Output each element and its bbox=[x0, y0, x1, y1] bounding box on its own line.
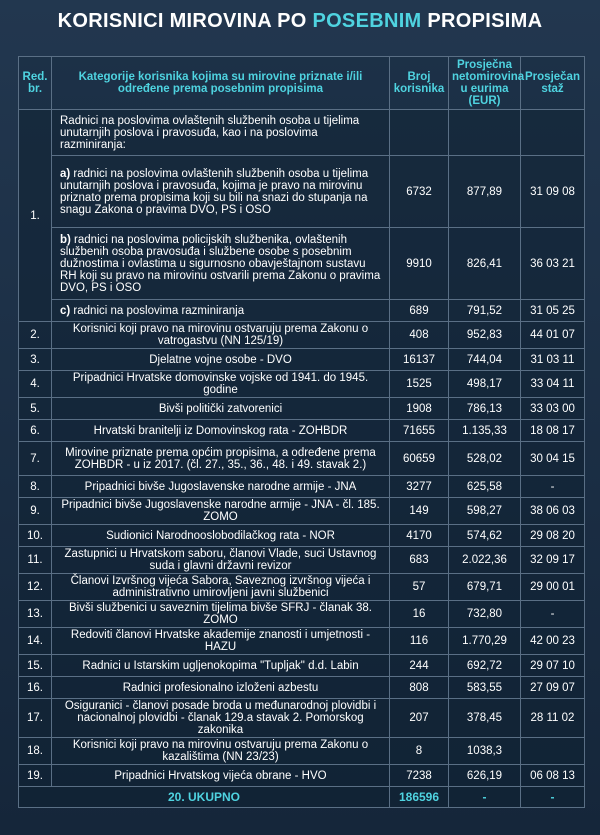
row-service bbox=[521, 738, 585, 765]
page-title bbox=[0, 10, 600, 33]
row-desc: Radnici u Istarskim ugljenokopima "Tupljak" d.d. Labin bbox=[52, 655, 390, 677]
row-pension: 791,52 bbox=[449, 300, 521, 322]
table-row bbox=[19, 349, 585, 371]
row-count: 60659 bbox=[390, 442, 449, 476]
title-part1: KORISNICI MIROVINA PO bbox=[57, 10, 313, 32]
row-count: 16 bbox=[390, 601, 449, 628]
row-no: 14. bbox=[19, 628, 52, 655]
row-pension: 2.022,36 bbox=[449, 547, 521, 574]
row-no: 17. bbox=[19, 699, 52, 738]
row-desc: Članovi Izvršnog vijeća Sabora, Saveznog izvršnog vijeća i administrativno umirovljeni javni službenici bbox=[52, 574, 390, 601]
row-desc: Korisnici koji pravo na mirovinu ostvaruju prema Zakonu o vatrogastvu (NN 125/19) bbox=[52, 322, 390, 349]
row-pension: 528,02 bbox=[449, 442, 521, 476]
row-desc: Sudionici Narodnooslobodilačkog rata - NOR bbox=[52, 525, 390, 547]
table-row bbox=[19, 442, 585, 476]
header-category: Kategorije korisnika kojima su mirovine priznate i/ili određene prema posebnim propisima bbox=[52, 57, 390, 110]
row-count: 149 bbox=[390, 498, 449, 525]
row-pension: 1.135,33 bbox=[449, 420, 521, 442]
row-service: 30 04 15 bbox=[521, 442, 585, 476]
row-count: 8 bbox=[390, 738, 449, 765]
table-row bbox=[19, 398, 585, 420]
table-row bbox=[19, 547, 585, 574]
row-desc: Radnici profesionalno izloženi azbestu bbox=[52, 677, 390, 699]
row-desc: Pripadnici bivše Jugoslavenske narodne armije - JNA bbox=[52, 476, 390, 498]
row-count: 4170 bbox=[390, 525, 449, 547]
header-avg-pension: Prosječna netomirovina u eurima (EUR) bbox=[449, 57, 521, 110]
row-desc: Korisnici koji pravo na mirovinu ostvaruju prema Zakonu o kazalištima (NN 23/23) bbox=[52, 738, 390, 765]
row-pension: 952,83 bbox=[449, 322, 521, 349]
row-service: 29 08 20 bbox=[521, 525, 585, 547]
row-pension: 498,17 bbox=[449, 371, 521, 398]
total-label: 20. UKUPNO bbox=[19, 787, 390, 808]
row-no: 8. bbox=[19, 476, 52, 498]
row-count: 683 bbox=[390, 547, 449, 574]
row-desc: Pripadnici Hrvatskog vijeća obrane - HVO bbox=[52, 765, 390, 787]
row-no: 10. bbox=[19, 525, 52, 547]
row-desc: b) radnici na poslovima policijskih službenika, ovlaštenih službenih osoba pravosuđa i službene osobe s posebnim dužnostima i ovlastima u sigurnosno obavještajnom sustavu RH koji su pravo na mirovinu ostvarili prema Zakonu o pravima DVO, PS i OSO bbox=[52, 228, 390, 300]
row-count: 689 bbox=[390, 300, 449, 322]
row-no: 6. bbox=[19, 420, 52, 442]
row-pension: 598,27 bbox=[449, 498, 521, 525]
row-desc: Hrvatski branitelji iz Domovinskog rata - ZOHBDR bbox=[52, 420, 390, 442]
row-service: 31 05 25 bbox=[521, 300, 585, 322]
table-row bbox=[19, 525, 585, 547]
row-count: 6732 bbox=[390, 156, 449, 228]
table-row bbox=[19, 655, 585, 677]
row-service: 38 06 03 bbox=[521, 498, 585, 525]
row-pension: 732,80 bbox=[449, 601, 521, 628]
row-pension: 744,04 bbox=[449, 349, 521, 371]
table-row bbox=[19, 156, 585, 228]
row-service: 33 04 11 bbox=[521, 371, 585, 398]
table-row bbox=[19, 371, 585, 398]
table-row bbox=[19, 420, 585, 442]
row-no: 3. bbox=[19, 349, 52, 371]
row-pension: 826,41 bbox=[449, 228, 521, 300]
row-no: 4. bbox=[19, 371, 52, 398]
total-count: 186596 bbox=[390, 787, 449, 808]
header-no: Red. br. bbox=[19, 57, 52, 110]
row-pension: 692,72 bbox=[449, 655, 521, 677]
row-count: 3277 bbox=[390, 476, 449, 498]
row-count: 1908 bbox=[390, 398, 449, 420]
row-pension: 378,45 bbox=[449, 699, 521, 738]
row-desc: Bivši službenici u saveznim tijelima bivše SFRJ - članak 38. ZOMO bbox=[52, 601, 390, 628]
total-row bbox=[19, 787, 585, 808]
row-service: 27 09 07 bbox=[521, 677, 585, 699]
row-service: 31 03 11 bbox=[521, 349, 585, 371]
row-no: 9. bbox=[19, 498, 52, 525]
pensions-table bbox=[18, 56, 585, 808]
sub-label: a) bbox=[60, 167, 71, 180]
row-no: 15. bbox=[19, 655, 52, 677]
row-service: - bbox=[521, 476, 585, 498]
table-row bbox=[19, 765, 585, 787]
title-accent: POSEBNIM bbox=[312, 10, 422, 32]
row-service: 28 11 02 bbox=[521, 699, 585, 738]
row-pension: 1038,3 bbox=[449, 738, 521, 765]
row-service: 31 09 08 bbox=[521, 156, 585, 228]
header-count: Broj korisnika bbox=[390, 57, 449, 110]
row-desc: Radnici na poslovima ovlaštenih službenih osoba u tijelima unutarnjih poslova i pravosuđa, kao i na poslovima razminiranja: bbox=[52, 110, 390, 156]
row-pension: 583,55 bbox=[449, 677, 521, 699]
row-desc: Bivši politički zatvorenici bbox=[52, 398, 390, 420]
sub-label: b) bbox=[60, 233, 71, 246]
row-pension: 1.770,29 bbox=[449, 628, 521, 655]
row-service: 32 09 17 bbox=[521, 547, 585, 574]
row-service: 06 08 13 bbox=[521, 765, 585, 787]
row-no: 5. bbox=[19, 398, 52, 420]
row-service: 36 03 21 bbox=[521, 228, 585, 300]
row-service: - bbox=[521, 601, 585, 628]
row-service: 29 00 01 bbox=[521, 574, 585, 601]
row-count: 9910 bbox=[390, 228, 449, 300]
table-row bbox=[19, 699, 585, 738]
row-pension: 625,58 bbox=[449, 476, 521, 498]
row-desc: Zastupnici u Hrvatskom saboru, članovi Vlade, suci Ustavnog suda i glavni državni revizor bbox=[52, 547, 390, 574]
row-count: 244 bbox=[390, 655, 449, 677]
table-row bbox=[19, 228, 585, 300]
header-row bbox=[19, 57, 585, 110]
row-no: 11. bbox=[19, 547, 52, 574]
row-desc: Pripadnici bivše Jugoslavenske narodne armije - JNA - čl. 185. ZOMO bbox=[52, 498, 390, 525]
row-count: 57 bbox=[390, 574, 449, 601]
row-desc: Osiguranici - članovi posade broda u međunarodnoj plovidbi i nacionalnoj plovidbi - članak 129.a stavak 2. Pomorskog zakonika bbox=[52, 699, 390, 738]
row-count: 116 bbox=[390, 628, 449, 655]
row-count: 808 bbox=[390, 677, 449, 699]
row-no: 18. bbox=[19, 738, 52, 765]
row-desc: Mirovine priznate prema općim propisima, a određene prema ZOHBDR - u iz 2017. (čl. 27., 35., 36., 48. i 49. stavak 2.) bbox=[52, 442, 390, 476]
row-service: 29 07 10 bbox=[521, 655, 585, 677]
row-no: 13. bbox=[19, 601, 52, 628]
sub-label: c) bbox=[60, 304, 71, 317]
table-row bbox=[19, 300, 585, 322]
row-count: 1525 bbox=[390, 371, 449, 398]
row-pension: 877,89 bbox=[449, 156, 521, 228]
row-pension: 786,13 bbox=[449, 398, 521, 420]
table-row bbox=[19, 628, 585, 655]
row-pension: 679,71 bbox=[449, 574, 521, 601]
row-no: 19. bbox=[19, 765, 52, 787]
row-no: 2. bbox=[19, 322, 52, 349]
table-row bbox=[19, 110, 585, 156]
row-service: 33 03 00 bbox=[521, 398, 585, 420]
row-count: 7238 bbox=[390, 765, 449, 787]
row-no: 16. bbox=[19, 677, 52, 699]
table-row bbox=[19, 574, 585, 601]
row-desc: a) radnici na poslovima ovlaštenih službenih osoba u tijelima unutarnjih poslova i pravosuđa, kojima je pravo na mirovinu priznato prema propisima koji su bili na snazi do stupanja na snagu Zakona o pravima DVO, PS i OSO bbox=[52, 156, 390, 228]
total-pension: - bbox=[449, 787, 521, 808]
row-count: 207 bbox=[390, 699, 449, 738]
row-pension: 626,19 bbox=[449, 765, 521, 787]
table-row bbox=[19, 322, 585, 349]
row-service: 44 01 07 bbox=[521, 322, 585, 349]
header-avg-service: Prosječan staž bbox=[521, 57, 585, 110]
row-service: 42 00 23 bbox=[521, 628, 585, 655]
row-count: 16137 bbox=[390, 349, 449, 371]
row-count: 71655 bbox=[390, 420, 449, 442]
row-no: 7. bbox=[19, 442, 52, 476]
row-desc: Pripadnici Hrvatske domovinske vojske od 1941. do 1945. godine bbox=[52, 371, 390, 398]
row-pension: 574,62 bbox=[449, 525, 521, 547]
row-count: 408 bbox=[390, 322, 449, 349]
table-row bbox=[19, 498, 585, 525]
total-service: - bbox=[521, 787, 585, 808]
row-desc: c) radnici na poslovima razminiranja bbox=[52, 300, 390, 322]
table-row bbox=[19, 476, 585, 498]
table-row bbox=[19, 677, 585, 699]
table-row bbox=[19, 601, 585, 628]
title-part2: PROPISIMA bbox=[421, 10, 543, 32]
row-desc: Djelatne vojne osobe - DVO bbox=[52, 349, 390, 371]
row-no: 1. bbox=[19, 110, 52, 322]
row-no: 12. bbox=[19, 574, 52, 601]
row-service: 18 08 17 bbox=[521, 420, 585, 442]
table-row bbox=[19, 738, 585, 765]
row-desc: Redoviti članovi Hrvatske akademije znanosti i umjetnosti - HAZU bbox=[52, 628, 390, 655]
